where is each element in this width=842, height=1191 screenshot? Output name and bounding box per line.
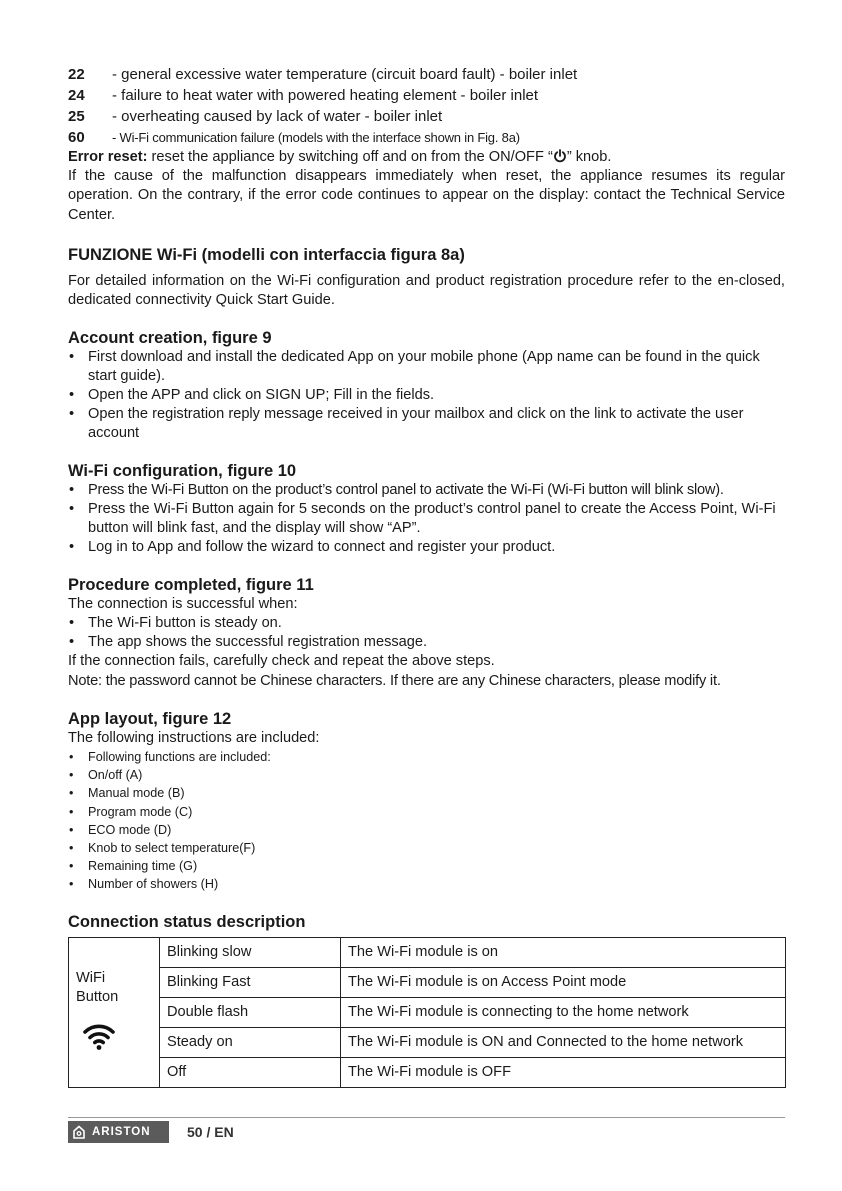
account-creation-list bbox=[68, 348, 785, 443]
status-meaning: The Wi-Fi module is on bbox=[341, 937, 786, 967]
section-heading: Procedure completed, figure 11 bbox=[68, 576, 314, 595]
error-code-list bbox=[68, 64, 785, 148]
table-row bbox=[69, 1057, 786, 1087]
list-item: • Press the Wi-Fi Button on the product’s control panel to activate the Wi-Fi (Wi-Fi button will blink slow). bbox=[68, 481, 785, 500]
wifi-icon-wrap bbox=[82, 1021, 152, 1055]
page-content bbox=[68, 64, 785, 1088]
app-layout-section bbox=[68, 709, 785, 894]
error-code: 24 bbox=[68, 87, 85, 104]
footer-divider bbox=[68, 1117, 785, 1118]
list-item: • Following functions are included: bbox=[68, 748, 785, 766]
error-row bbox=[68, 64, 785, 85]
status-state: Blinking slow bbox=[160, 937, 341, 967]
connection-status-table bbox=[68, 937, 786, 1088]
error-reset-label: Error reset: bbox=[68, 149, 148, 165]
status-state: Blinking Fast bbox=[160, 967, 341, 997]
error-description: - failure to heat water with powered heating element - boiler inlet bbox=[112, 87, 539, 104]
list-item: • Log in to App and follow the wizard to connect and register your product. bbox=[68, 538, 785, 557]
section-heading: Connection status description bbox=[68, 912, 306, 931]
procedure-section bbox=[68, 575, 785, 691]
error-reset-text: reset the appliance by switching off and on from the ON/OFF “ bbox=[147, 149, 553, 165]
list-item: • ECO mode (D) bbox=[68, 821, 785, 839]
wifi-button-label-line2: Button bbox=[76, 989, 119, 1006]
malfunction-paragraph: If the cause of the malfunction disappears immediately when reset, the appliance resumes its regular operation. On the contrary, if the error code continues to appear on the display: contact the Technical Service Center. bbox=[68, 168, 785, 223]
error-code: 25 bbox=[68, 108, 85, 125]
status-meaning: The Wi-Fi module is connecting to the home network bbox=[341, 997, 786, 1027]
table-row bbox=[69, 1027, 786, 1057]
status-meaning: The Wi-Fi module is OFF bbox=[341, 1057, 786, 1087]
status-meaning: The Wi-Fi module is on Access Point mode bbox=[341, 967, 786, 997]
wifi-config-list bbox=[68, 481, 785, 557]
procedure-fail-text: If the connection fails, carefully check and repeat the above steps. bbox=[68, 653, 495, 670]
error-code: 22 bbox=[68, 66, 85, 83]
error-reset-text-end: ” knob. bbox=[566, 149, 612, 165]
list-item: • Number of showers (H) bbox=[68, 875, 785, 893]
error-description: - overheating caused by lack of water - boiler inlet bbox=[112, 108, 443, 125]
app-layout-list bbox=[68, 748, 785, 894]
procedure-intro: The connection is successful when: bbox=[68, 596, 298, 613]
power-icon bbox=[553, 149, 567, 163]
page-number: 50 / EN bbox=[187, 1124, 234, 1140]
status-state: Off bbox=[160, 1057, 341, 1087]
wifi-button-label-line1: WiFi bbox=[76, 970, 106, 987]
section-heading: FUNZIONE Wi-Fi (modelli con interfaccia figura 8a) bbox=[68, 245, 465, 264]
error-description: - Wi-Fi communication failure (models with the interface shown in Fig. 8a) bbox=[112, 130, 520, 145]
list-item: • Press the Wi-Fi Button again for 5 seconds on the product’s control panel to create the Access Point, Wi-Fi button will blink fast, and the display will show “AP”. bbox=[68, 500, 785, 538]
house-logo-icon bbox=[72, 1125, 86, 1139]
error-reset-line bbox=[68, 148, 785, 167]
ariston-logo bbox=[68, 1121, 169, 1143]
list-item: • On/off (A) bbox=[68, 766, 785, 784]
list-item: • Knob to select temperature(F) bbox=[68, 839, 785, 857]
list-item: • Manual mode (B) bbox=[68, 784, 785, 802]
error-row bbox=[68, 85, 785, 106]
error-code: 60 bbox=[68, 129, 85, 146]
error-row bbox=[68, 106, 785, 127]
wifi-function-section bbox=[68, 245, 785, 310]
table-row bbox=[69, 997, 786, 1027]
list-item: • The app shows the successful registration message. bbox=[68, 633, 785, 652]
list-item: • The Wi-Fi button is steady on. bbox=[68, 614, 785, 633]
error-description: - general excessive water temperature (circuit board fault) - boiler inlet bbox=[112, 66, 578, 83]
section-heading: App layout, figure 12 bbox=[68, 709, 232, 728]
list-item: • Remaining time (G) bbox=[68, 857, 785, 875]
table-row bbox=[69, 967, 786, 997]
connection-status-section bbox=[68, 912, 785, 1088]
brand-name: ARISTON bbox=[92, 1126, 151, 1138]
list-item: • Open the APP and click on SIGN UP; Fill in the fields. bbox=[68, 386, 785, 405]
wifi-icon bbox=[82, 1021, 116, 1051]
status-state: Double flash bbox=[160, 997, 341, 1027]
section-heading: Wi-Fi configuration, figure 10 bbox=[68, 462, 297, 481]
app-layout-intro: The following instructions are included: bbox=[68, 729, 320, 746]
status-state: Steady on bbox=[160, 1027, 341, 1057]
list-item: • Open the registration reply message received in your mailbox and click on the link to activate the user account bbox=[68, 405, 785, 443]
list-item: • Program mode (C) bbox=[68, 803, 785, 821]
procedure-note: Note: the password cannot be Chinese characters. If there are any Chinese characters, please modify it. bbox=[68, 672, 721, 689]
list-item: • First download and install the dedicated App on your mobile phone (App name can be found in the quick start guide). bbox=[68, 348, 785, 386]
wifi-config-section bbox=[68, 461, 785, 557]
wifi-button-cell bbox=[69, 937, 160, 1087]
account-creation-section bbox=[68, 328, 785, 443]
status-meaning: The Wi-Fi module is ON and Connected to the home network bbox=[341, 1027, 786, 1057]
table-row bbox=[69, 937, 786, 967]
section-heading: Account creation, figure 9 bbox=[68, 329, 272, 348]
procedure-list bbox=[68, 614, 785, 652]
wifi-function-text: For detailed information on the Wi-Fi configuration and product registration procedure refer to the en-closed, dedicated connectivity Quick Start Guide. bbox=[68, 272, 785, 309]
error-row bbox=[68, 127, 785, 148]
